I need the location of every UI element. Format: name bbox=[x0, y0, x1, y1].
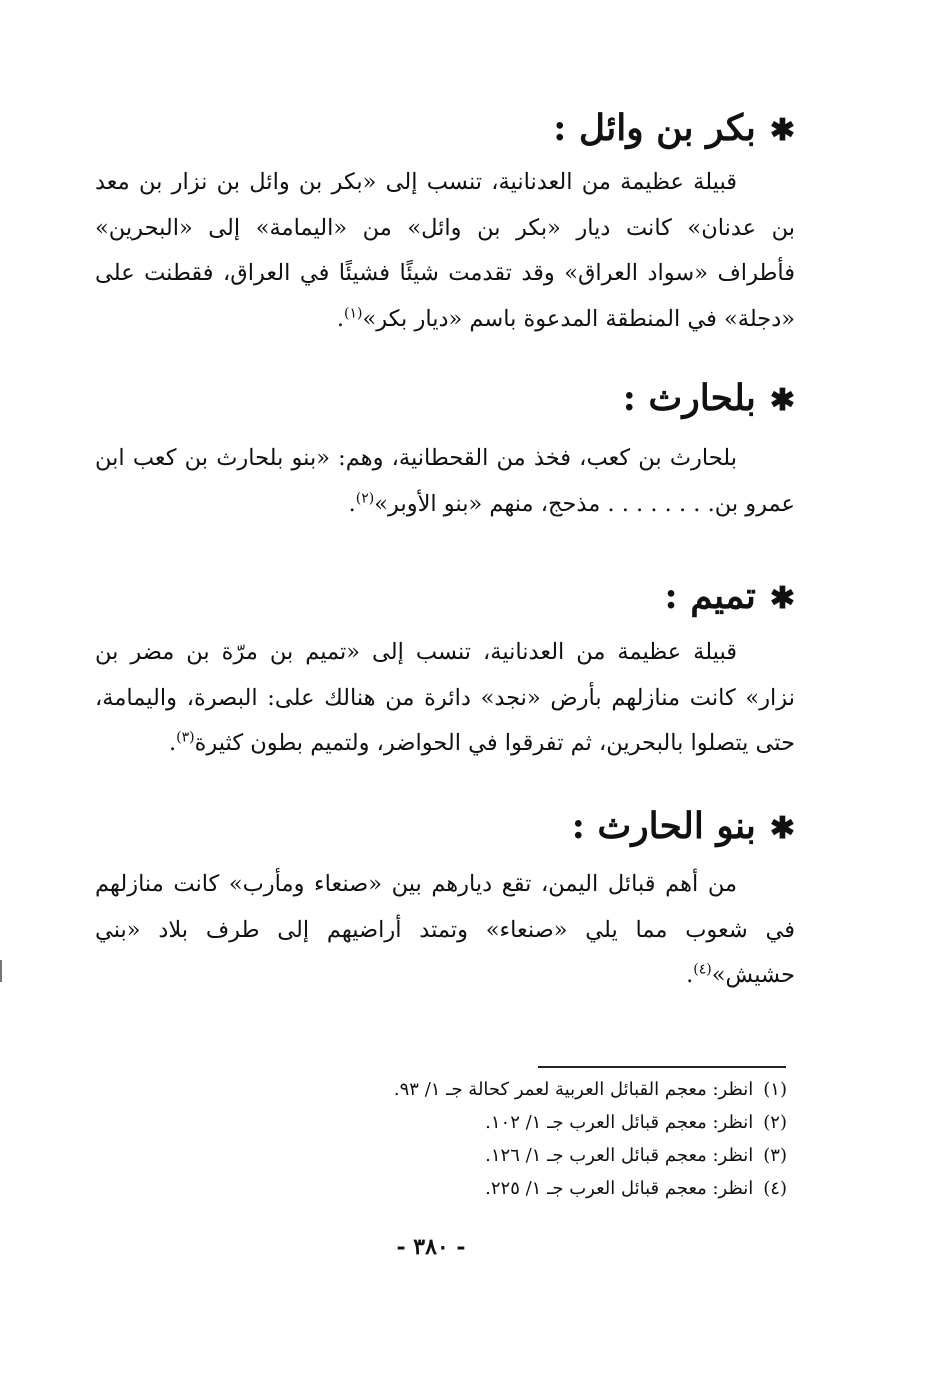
asterisk-icon: ✱ bbox=[769, 113, 795, 148]
footnote-ref: (٣) bbox=[176, 729, 195, 746]
footnote-item: (٢)انظر: معجم قبائل العرب جـ ١/ ١٠٢. bbox=[485, 1112, 787, 1133]
section-heading-balharith: ✱بلحارث : bbox=[622, 377, 795, 419]
section-body-bakr: قبيلة عظيمة من العدنانية، تنسب إلى «بكر بن وائل بن نزار بن معد بن عدنان» كانت ديار «بكر بن وائل» من «اليمامة» إلى «البحرين» فأطراف «سواد العراق» وقد تقدمت شيئًا فشيئًا في العراق، فقطنت على «دجلة» في المنطقة المدعوة باسم «ديار بكر»$^{(١)}$. bbox=[95, 169, 795, 332]
section-heading-tamim: ✱تميم : bbox=[664, 575, 795, 617]
footnote-item: (٤)انظر: معجم قبائل العرب جـ ١/ ٢٢٥. bbox=[485, 1178, 787, 1199]
asterisk-icon: ✱ bbox=[769, 581, 795, 616]
footnote-ref: (٢) bbox=[355, 490, 375, 506]
section-body-banu-harith: من أهم قبائل اليمن، تقع ديارهم بين «صنعاء ومأرب» كانت منازلهم في شعوب مما يلي «صنعاء» وتمتد أراضيهم إلى طرف بلاد «بني حشيش»$^{(٤)}$. bbox=[95, 871, 795, 988]
footnote-ref: (٤) bbox=[693, 961, 712, 978]
section-body-tamim: قبيلة عظيمة من العدنانية، تنسب إلى «تميم بن مرّة بن مضر بن نزار» كانت منازلهم بأرض «نجد» دائرة من هنالك على: البصرة، واليمامة، حتى يتصلوا بالبحرين، ثم تفرقوا في الحواضر، ولتميم بطون كثيرة$^{(٣)}$. bbox=[95, 639, 795, 756]
section-heading-banu-harith: ✱بنو الحارث : bbox=[571, 805, 795, 847]
asterisk-icon: ✱ bbox=[769, 811, 795, 846]
footnote-ref: (١) bbox=[343, 305, 363, 321]
scan-edge-mark bbox=[0, 960, 2, 982]
footnote-item: (١)انظر: معجم القبائل العربية لعمر كحالة جـ ١/ ٩٣. bbox=[393, 1079, 787, 1100]
section-body-balharith: بلحارث بن كعب، فخذ من القحطانية، وهم: «بنو بلحارث بن كعب ابن عمرو بن. . . . . . . . مذحج، منهم «بنو الأوبر»$^{(٢)}$. bbox=[95, 445, 795, 517]
footnote-separator bbox=[538, 1066, 786, 1068]
asterisk-icon: ✱ bbox=[769, 383, 795, 418]
footnote-item: (٣)انظر: معجم قبائل العرب جـ ١/ ١٢٦. bbox=[485, 1145, 787, 1166]
page-number: - ٣٨٠ - bbox=[396, 1234, 466, 1260]
footnotes bbox=[320, 1073, 787, 1205]
section-heading-bakr: ✱بكر بن وائل : bbox=[553, 107, 795, 149]
